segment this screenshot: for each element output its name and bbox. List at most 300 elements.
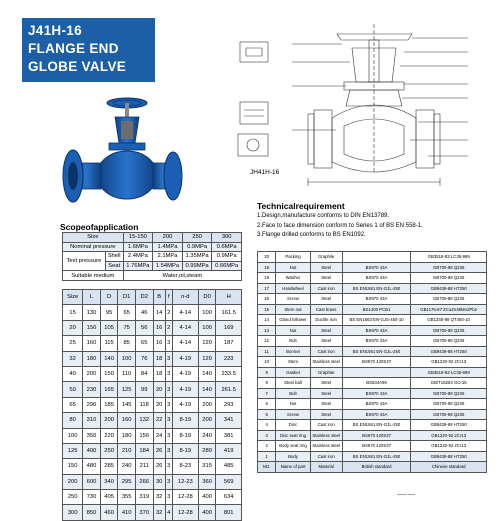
shell-pressure: 2.4MPa: [123, 252, 153, 262]
part-cell: GB700-88 Q235: [411, 273, 487, 284]
dim-cell: 156: [135, 428, 153, 443]
table-row: [258, 315, 487, 326]
dim-cell: 801: [216, 505, 242, 520]
part-cell: GB700-88 Q235: [411, 336, 487, 347]
part-cell: Steel: [310, 409, 342, 420]
part-cell: 13: [258, 325, 276, 336]
nominal-pressure: 1.4MPa: [153, 242, 183, 252]
part-cell: Stainless steel: [310, 430, 342, 441]
part-cell: 18: [258, 273, 276, 284]
dim-cell: 200: [83, 366, 101, 381]
dim-cell: 80: [63, 413, 83, 428]
dim-cell: 4-14: [172, 320, 198, 335]
part-cell: GB9439-88 HT250: [411, 283, 487, 294]
part-cell: BS970 420S37: [342, 357, 411, 368]
part-cell: Cast iron: [310, 420, 342, 431]
dim-cell: 8-19: [172, 443, 198, 458]
dim-cell: 8-19: [172, 428, 198, 443]
dim-cell: 22: [153, 413, 165, 428]
shell-pressure: 2.1MPa: [153, 252, 183, 262]
table-row: [258, 462, 487, 473]
part-cell: BS970 43A: [342, 399, 411, 410]
dim-cell: 24: [153, 428, 165, 443]
table-row: [258, 441, 487, 452]
dim-cell: 8-19: [172, 413, 198, 428]
part-cell: GB700-88 Q235: [411, 409, 487, 420]
dim-cell: 405: [100, 490, 118, 505]
dim-cell: 32: [153, 490, 165, 505]
tech-item: 3.Flange drilled conforms to BS EN1092.: [257, 232, 366, 238]
dim-cell: 140: [100, 351, 118, 366]
dim-cell: 3: [165, 413, 172, 428]
part-cell: NO.: [258, 462, 276, 473]
table-row: [63, 320, 242, 335]
table-row: [258, 262, 487, 273]
table-row: [258, 409, 487, 420]
part-cell: Steel: [310, 399, 342, 410]
dim-cell: 480: [83, 459, 101, 474]
dim-cell: 65: [135, 336, 153, 351]
part-cell: Gland follower: [276, 315, 310, 326]
dim-cell: 220: [100, 428, 118, 443]
part-cell: Name of part: [276, 462, 310, 473]
dim-cell: 120: [198, 336, 216, 351]
part-cell: Disc: [276, 420, 310, 431]
dim-cell: 187: [216, 336, 242, 351]
dim-cell: 200: [100, 413, 118, 428]
dim-cell: 4-14: [172, 336, 198, 351]
dim-cell: 130: [83, 305, 101, 320]
part-cell: Screw: [276, 294, 310, 305]
seat-pressure: 0.66MPa: [212, 261, 242, 271]
dim-cell: 4-19: [172, 366, 198, 381]
dim-cell: 730: [83, 490, 101, 505]
dim-cell: 355: [118, 490, 136, 505]
dim-cell: 12-23: [172, 474, 198, 489]
dim-cell: 319: [135, 490, 153, 505]
tech-requirement-title: Technicalrequirement: [257, 201, 345, 211]
dim-cell: 340: [100, 474, 118, 489]
dim-cell: 310: [83, 413, 101, 428]
scope-title: Scopeofapplication: [60, 222, 139, 232]
dim-cell: 161.5: [216, 305, 242, 320]
part-cell: 20: [258, 252, 276, 263]
table-row: [258, 388, 487, 399]
part-cell: Steel: [310, 294, 342, 305]
dim-cell: 160: [83, 336, 101, 351]
dim-cell: 419: [216, 443, 242, 458]
part-cell: [342, 367, 411, 378]
part-cell: Bonnet: [276, 346, 310, 357]
part-cell: 15: [258, 304, 276, 315]
part-cell: 5: [258, 409, 276, 420]
part-cell: Handwheel: [276, 283, 310, 294]
table-row: [63, 459, 242, 474]
dim-cell: 211: [135, 459, 153, 474]
dim-cell: 315: [198, 459, 216, 474]
dim-cell: 569: [216, 474, 242, 489]
dim-cell: 240: [198, 428, 216, 443]
table-row: [258, 367, 487, 378]
scope-size-label: Size: [63, 233, 124, 243]
dim-cell: 12-28: [172, 490, 198, 505]
dim-cell: 84: [135, 366, 153, 381]
dim-cell: 120: [198, 351, 216, 366]
dim-cell: 30: [153, 474, 165, 489]
table-row: [258, 451, 487, 462]
part-cell: Body seat ring: [276, 441, 310, 452]
part-cell: Nut: [276, 325, 310, 336]
dim-cell: 341: [216, 413, 242, 428]
seat-pressure: 1.76MPa: [123, 261, 153, 271]
dim-cell: 280: [198, 443, 216, 458]
part-cell: Steel: [310, 336, 342, 347]
part-cell: GB700-88 Q235: [411, 294, 487, 305]
dim-cell: 3: [165, 351, 172, 366]
valve-photo: [55, 95, 185, 215]
part-cell: 8: [258, 378, 276, 389]
dim-cell: 3: [165, 490, 172, 505]
part-cell: GB1220-92 2Cr13: [411, 441, 487, 452]
part-cell: GB700-88 Q235: [411, 262, 487, 273]
part-cell: GB1220-92 2Cr13: [411, 430, 487, 441]
dim-header-cell: L: [83, 290, 101, 305]
dim-cell: 105: [100, 320, 118, 335]
dim-cell: 400: [198, 490, 216, 505]
dim-header-cell: n-d: [172, 290, 198, 305]
part-cell: BS970 43A: [342, 273, 411, 284]
dim-cell: 4-19: [172, 351, 198, 366]
shell-pressure: 1.35MPa: [182, 252, 212, 262]
test-pressure-label: Test pressure: [63, 252, 106, 271]
part-cell: [342, 252, 411, 263]
dim-cell: 100: [118, 351, 136, 366]
dim-cell: 381: [216, 428, 242, 443]
part-cell: 9: [258, 367, 276, 378]
part-cell: Stem: [276, 357, 310, 368]
part-cell: 6: [258, 399, 276, 410]
dim-cell: 16: [153, 336, 165, 351]
part-cell: GB/T18254 GCr15: [411, 378, 487, 389]
dim-cell: 850: [83, 505, 101, 520]
part-cell: GB700-88 Q235: [411, 325, 487, 336]
part-cell: GB3518-83 LC35-999: [411, 367, 487, 378]
dim-cell: 150: [63, 459, 83, 474]
table-row: [258, 399, 487, 410]
part-cell: BS EN1563 EN-GJS-450-10: [342, 315, 411, 326]
table-row: [63, 351, 242, 366]
scope-size: 200: [153, 233, 183, 243]
dim-header-cell: D1: [118, 290, 136, 305]
dim-header-cell: D2: [135, 290, 153, 305]
dim-cell: 12-28: [172, 505, 198, 520]
parts-table: [257, 251, 487, 473]
dim-header-cell: f: [165, 290, 172, 305]
dim-cell: 75: [118, 320, 136, 335]
part-cell: BS970 420S37: [342, 430, 411, 441]
dim-cell: 32: [63, 351, 83, 366]
dim-cell: 118: [135, 397, 153, 412]
dim-cell: 210: [118, 443, 136, 458]
part-cell: BS EN1561 EN-GJL-250: [342, 283, 411, 294]
part-cell: Cast iron: [310, 451, 342, 462]
dim-cell: 293: [216, 397, 242, 412]
part-cell: BS970 420S37: [342, 441, 411, 452]
seat-label: Seat: [105, 261, 123, 271]
part-cell: BS534A99: [342, 378, 411, 389]
dim-cell: 3: [165, 397, 172, 412]
dim-cell: 100: [198, 320, 216, 335]
dim-cell: 250: [63, 490, 83, 505]
part-cell: British standard: [342, 462, 411, 473]
dim-cell: 132: [135, 413, 153, 428]
table-row: [63, 305, 242, 320]
table-row: [258, 357, 487, 368]
dim-cell: 40: [63, 366, 83, 381]
dim-cell: 16: [153, 320, 165, 335]
table-row: [63, 505, 242, 520]
part-cell: 1: [258, 451, 276, 462]
dim-cell: 100: [198, 305, 216, 320]
part-cell: GB1220-92 2Cr13: [411, 357, 487, 368]
footer-mark: ━━━━ ━━━: [397, 492, 415, 497]
dim-cell: 300: [63, 505, 83, 520]
dim-cell: 184: [135, 443, 153, 458]
seat-pressure: 0.99MPa: [182, 261, 212, 271]
suitable-medium: Water,oil,steam: [123, 271, 241, 281]
part-cell: Cast iron: [310, 346, 342, 357]
part-cell: Material: [310, 462, 342, 473]
part-cell: BS970 43A: [342, 262, 411, 273]
part-cell: GB3518-83 LC35-999: [411, 252, 487, 263]
table-row: [258, 252, 487, 263]
dim-cell: 410: [118, 505, 136, 520]
dim-cell: 76: [135, 351, 153, 366]
dim-cell: 20: [153, 382, 165, 397]
part-cell: Steel: [310, 378, 342, 389]
part-cell: Body: [276, 451, 310, 462]
dim-cell: 400: [198, 505, 216, 520]
dim-cell: 18: [153, 351, 165, 366]
part-cell: Steel: [310, 273, 342, 284]
dim-cell: 370: [135, 505, 153, 520]
dim-cell: 3: [165, 366, 172, 381]
drawing-model-label: JH41H-16: [250, 169, 280, 176]
part-cell: GB700-88 Q235: [411, 399, 487, 410]
dim-cell: 485: [216, 459, 242, 474]
tech-item: 2.Face to face dimension conform to Series 1 of BS EN 558-1.: [257, 222, 423, 229]
dim-header-cell: H: [216, 290, 242, 305]
dim-cell: 2: [165, 320, 172, 335]
title-box: [22, 18, 155, 82]
part-cell: Steel: [310, 262, 342, 273]
scope-size: 250: [182, 233, 212, 243]
part-cell: 11: [258, 346, 276, 357]
dim-cell: 250: [100, 443, 118, 458]
part-cell: GB9439-88 HT250: [411, 451, 487, 462]
table-row: [258, 430, 487, 441]
shell-label: Shell: [105, 252, 123, 262]
nominal-pressure: 1.6MPa: [123, 242, 153, 252]
dim-cell: 600: [83, 474, 101, 489]
dim-cell: 290: [83, 397, 101, 412]
part-cell: 4: [258, 420, 276, 431]
part-cell: BS EN1561 EN-GJL-250: [342, 420, 411, 431]
dim-cell: 150: [100, 366, 118, 381]
dim-cell: 99: [135, 382, 153, 397]
dim-cell: 20: [153, 397, 165, 412]
dim-cell: 261.5: [216, 382, 242, 397]
table-row: [258, 378, 487, 389]
dimension-table: [62, 289, 242, 521]
part-cell: GB700-88 Q235: [411, 388, 487, 399]
part-cell: Gasket: [276, 367, 310, 378]
part-cell: BS970 43A: [342, 294, 411, 305]
part-cell: GB9439-88 HT250: [411, 420, 487, 431]
dim-cell: 634: [216, 490, 242, 505]
model-number: J41H-16: [28, 23, 82, 38]
dim-cell: 180: [83, 351, 101, 366]
dim-cell: 266: [135, 474, 153, 489]
dim-cell: 95: [100, 305, 118, 320]
part-cell: Packing: [276, 252, 310, 263]
table-row: [258, 325, 487, 336]
title-line-3: GLOBE VALVE: [28, 59, 127, 74]
dim-cell: 200: [63, 474, 83, 489]
table-row: [63, 443, 242, 458]
dim-cell: 4-19: [172, 382, 198, 397]
part-cell: Bolt: [276, 388, 310, 399]
dim-cell: 285: [100, 459, 118, 474]
dim-cell: 56: [135, 320, 153, 335]
part-cell: 14: [258, 315, 276, 326]
table-row: [63, 413, 242, 428]
part-cell: Stem nut: [276, 304, 310, 315]
part-cell: Steel: [310, 388, 342, 399]
nominal-pressure-label: Nominal pressure: [63, 242, 124, 252]
dim-cell: 230: [83, 382, 101, 397]
dim-cell: 100: [63, 428, 83, 443]
dim-cell: 125: [63, 443, 83, 458]
dim-cell: 223: [216, 351, 242, 366]
dim-cell: 140: [198, 382, 216, 397]
part-cell: 12: [258, 336, 276, 347]
dim-cell: 85: [118, 336, 136, 351]
part-cell: Screw: [276, 409, 310, 420]
part-cell: GB9439-88 HT250: [411, 346, 487, 357]
part-cell: BS970 43A: [342, 388, 411, 399]
dim-cell: 65: [118, 305, 136, 320]
table-row: [63, 336, 242, 351]
part-cell: BS970 43A: [342, 325, 411, 336]
dim-cell: 3: [165, 428, 172, 443]
dim-cell: 26: [153, 443, 165, 458]
dim-cell: 200: [198, 413, 216, 428]
part-cell: Nut: [276, 399, 310, 410]
dim-cell: 46: [135, 305, 153, 320]
part-cell: Disc seat ring: [276, 430, 310, 441]
part-cell: 7: [258, 388, 276, 399]
part-cell: Cast iron: [310, 283, 342, 294]
part-cell: Bolt: [276, 336, 310, 347]
dim-cell: 110: [118, 366, 136, 381]
tech-item: 1.Design,manufacture conforms to DIN EN13789.: [257, 213, 390, 219]
scope-table: [62, 232, 242, 281]
part-cell: BS970 43A: [342, 336, 411, 347]
dim-cell: 200: [198, 397, 216, 412]
dim-cell: 3: [165, 382, 172, 397]
part-cell: Graphite: [310, 252, 342, 263]
dim-cell: 65: [63, 397, 83, 412]
table-row: [258, 283, 487, 294]
dim-cell: 140: [198, 366, 216, 381]
dim-cell: 350: [83, 428, 101, 443]
part-cell: Steel ball: [276, 378, 310, 389]
dim-cell: 400: [83, 443, 101, 458]
dim-cell: 2: [165, 305, 172, 320]
dim-cell: 50: [63, 382, 83, 397]
table-row: [63, 366, 242, 381]
technical-drawing: [232, 22, 487, 192]
dim-cell: 4-19: [172, 397, 198, 412]
dim-cell: 233.5: [216, 366, 242, 381]
part-cell: 10: [258, 357, 276, 368]
dim-cell: 145: [118, 397, 136, 412]
part-cell: Steel: [310, 325, 342, 336]
dim-cell: 185: [100, 397, 118, 412]
dim-cell: 125: [118, 382, 136, 397]
table-row: [63, 382, 242, 397]
table-row: [63, 490, 242, 505]
seat-pressure: 1.54MPa: [153, 261, 183, 271]
part-cell: Stainless steel: [310, 357, 342, 368]
dim-cell: 360: [198, 474, 216, 489]
part-cell: Stainless steel: [310, 441, 342, 452]
table-row: [258, 420, 487, 431]
dim-cell: 25: [63, 336, 83, 351]
part-cell: 16: [258, 294, 276, 305]
dim-cell: 115: [100, 336, 118, 351]
part-cell: BS EN1561 EN-GJL-250: [342, 346, 411, 357]
shell-pressure: 0.9MPa: [212, 252, 242, 262]
dim-header-cell: Size: [63, 290, 83, 305]
part-cell: 2: [258, 441, 276, 452]
tech-requirement-list: [257, 212, 423, 241]
table-row: [258, 294, 487, 305]
dim-cell: 160: [118, 413, 136, 428]
part-cell: Washer: [276, 273, 310, 284]
suitable-medium-label: Suitable medium: [63, 271, 124, 281]
part-cell: Ductile iron: [310, 315, 342, 326]
part-cell: 19: [258, 262, 276, 273]
dim-cell: 165: [100, 382, 118, 397]
dim-cell: 8-23: [172, 459, 198, 474]
part-cell: BS EN1561 EN-GJL-250: [342, 451, 411, 462]
dim-cell: 3: [165, 336, 172, 351]
dim-cell: 14: [153, 305, 165, 320]
dim-header-cell: D0: [198, 290, 216, 305]
dim-cell: 4: [165, 505, 172, 520]
part-cell: GB1348-88 QT450-10: [411, 315, 487, 326]
dim-cell: 3: [165, 474, 172, 489]
dim-cell: 295: [118, 474, 136, 489]
dim-cell: 240: [118, 459, 136, 474]
part-cell: BS1400 PCB1: [342, 304, 411, 315]
part-cell: 17: [258, 283, 276, 294]
dim-cell: 4-14: [172, 305, 198, 320]
dim-cell: 15: [63, 305, 83, 320]
table-row: [258, 346, 487, 357]
